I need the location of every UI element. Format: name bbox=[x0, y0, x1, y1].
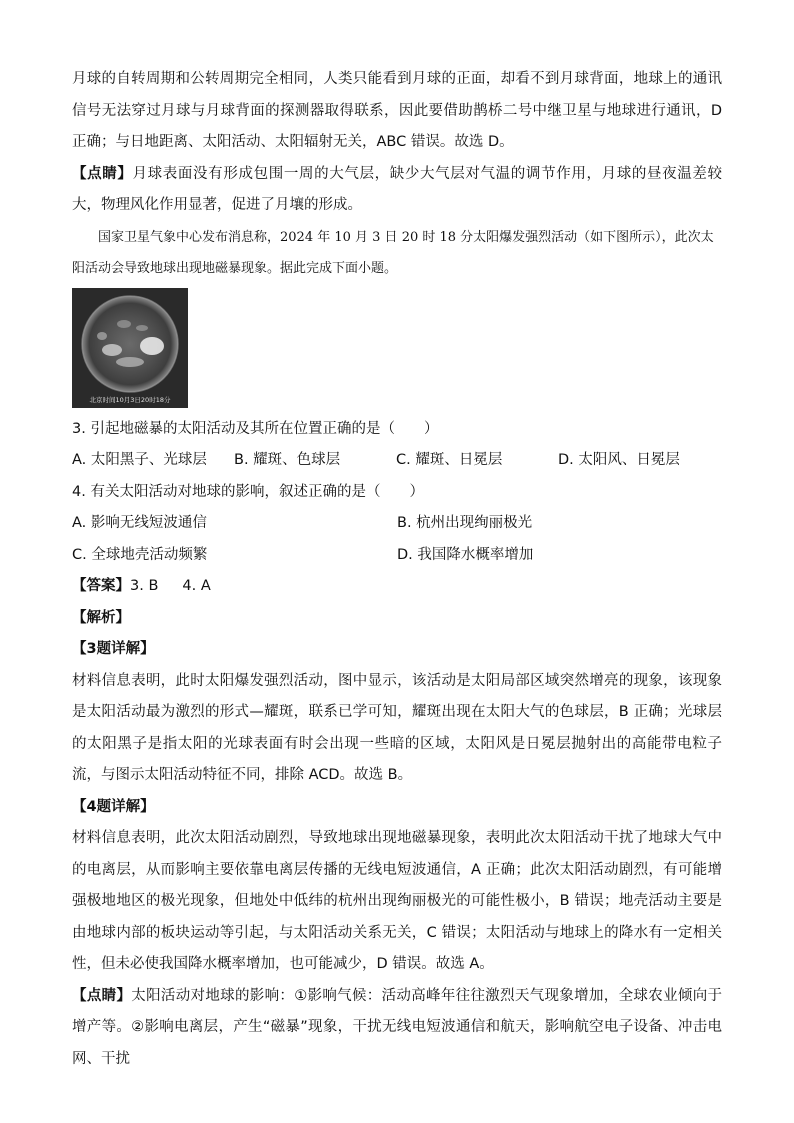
note-solar-impact bbox=[72, 981, 722, 1076]
q3-option-a: A. 太阳黑子、光球层 bbox=[72, 452, 207, 468]
q4-option-d: D. 我国降水概率增加 bbox=[397, 546, 534, 563]
detail4-tag: 【4题详解】 bbox=[72, 798, 155, 815]
note-tag: 【点睛】 bbox=[72, 165, 133, 182]
q3-option-b: B. 耀斑、色球层 bbox=[234, 452, 341, 468]
q3-stem: 3. 引起地磁暴的太阳活动及其所在位置正确的是（ ） bbox=[72, 420, 439, 437]
q4-stem: 4. 有关太阳活动对地球的影响，叙述正确的是（ ） bbox=[72, 483, 424, 500]
note2-tag: 【点睛】 bbox=[72, 987, 132, 1004]
detail4-text: 材料信息表明，此次太阳活动剧烈，导致地球出现地磁暴现象，表明此次太阳活动干扰了地球大气中的电离层，从而影响主要依靠电离层传播的无线电短波通信，A 正确；此次太阳活动剧烈，有可能增强极地地区的极光现象，但地处中低纬的杭州出现绚丽极光的可能性极小，B 错误；地壳活动主要是由地球内部的板块运动等引起，与太阳活动关系无关，C 错误；太阳活动与地球上的降水有一定相关性，但未必使我国降水概率增加，也可能减少，D 错误。故选 A。 bbox=[72, 830, 722, 972]
q4-option-c: C. 全球地壳活动频繁 bbox=[72, 546, 208, 563]
q3-option-c: C. 耀斑、日冕层 bbox=[396, 452, 503, 468]
detail3-text: 材料信息表明，此时太阳爆发强烈活动，图中显示，该活动是太阳局部区域突然增亮的现象，该现象是太阳活动最为激烈的形式—耀斑，联系已学可知，耀斑出现在太阳大气的色球层，B 正确；光球层的太阳黑子是指太阳的光球表面有时会出现一些暗的区域，太阳风是日冕层抛射出的高能带电粒子流，与图示太阳活动特征不同，排除 ACD。故选 B。 bbox=[72, 672, 722, 783]
q4-options-row2 bbox=[72, 540, 722, 572]
q3-options bbox=[72, 445, 722, 477]
note-text: 月球表面没有形成包围一周的大气层，缺少大气层对气温的调节作用，月球的昼夜温差较大，物理风化作用显著，促进了月壤的形成。 bbox=[72, 165, 723, 213]
sun-image bbox=[72, 288, 188, 408]
answer-4: 4. A bbox=[182, 578, 211, 594]
q4-option-b: B. 杭州出现绚丽极光 bbox=[397, 515, 533, 531]
answer-tag: 【答案】 bbox=[72, 578, 130, 594]
analysis-tag: 【解析】 bbox=[72, 609, 130, 626]
answer-3: 3. B bbox=[130, 578, 159, 594]
q4-option-a: A. 影响无线短波通信 bbox=[72, 515, 207, 531]
q3-option-d: D. 太阳风、日冕层 bbox=[558, 452, 680, 468]
figure-caption: 北京时间10月3日20时18分 bbox=[89, 395, 171, 404]
answer-row bbox=[72, 571, 722, 603]
note2-text: 太阳活动对地球的影响：①影响气候：活动高峰年往往激烈天气现象增加，全球农业倾向于增产等。②影响电离层，产生“磁暴”现象，干扰无线电短波通信和航天，影响航空电子设备、冲击电网、干扰 bbox=[72, 987, 723, 1067]
q4-options-row1 bbox=[72, 508, 722, 540]
detail3-tag: 【3题详解】 bbox=[72, 641, 155, 657]
document-page bbox=[72, 64, 722, 1075]
sun-image-icon bbox=[72, 288, 188, 408]
note-moon bbox=[72, 159, 722, 222]
material-intro: 国家卫星气象中心发布消息称，2024 年 10 月 3 日 20 时 18 分太阳爆发强烈活动（如下图所示），此次太阳活动会导致地球出现地磁暴现象。据此完成下面小题。 bbox=[72, 229, 714, 276]
paragraph-moon-explanation: 月球的自转周期和公转周期完全相同，人类只能看到月球的正面，却看不到月球背面，地球上的通讯信号无法穿过月球与月球背面的探测器取得联系，因此要借助鹊桥二号中继卫星与地球进行通讯，D 正确；与日地距离、太阳活动、太阳辐射无关，ABC 错误。故选 D。 bbox=[72, 71, 722, 150]
